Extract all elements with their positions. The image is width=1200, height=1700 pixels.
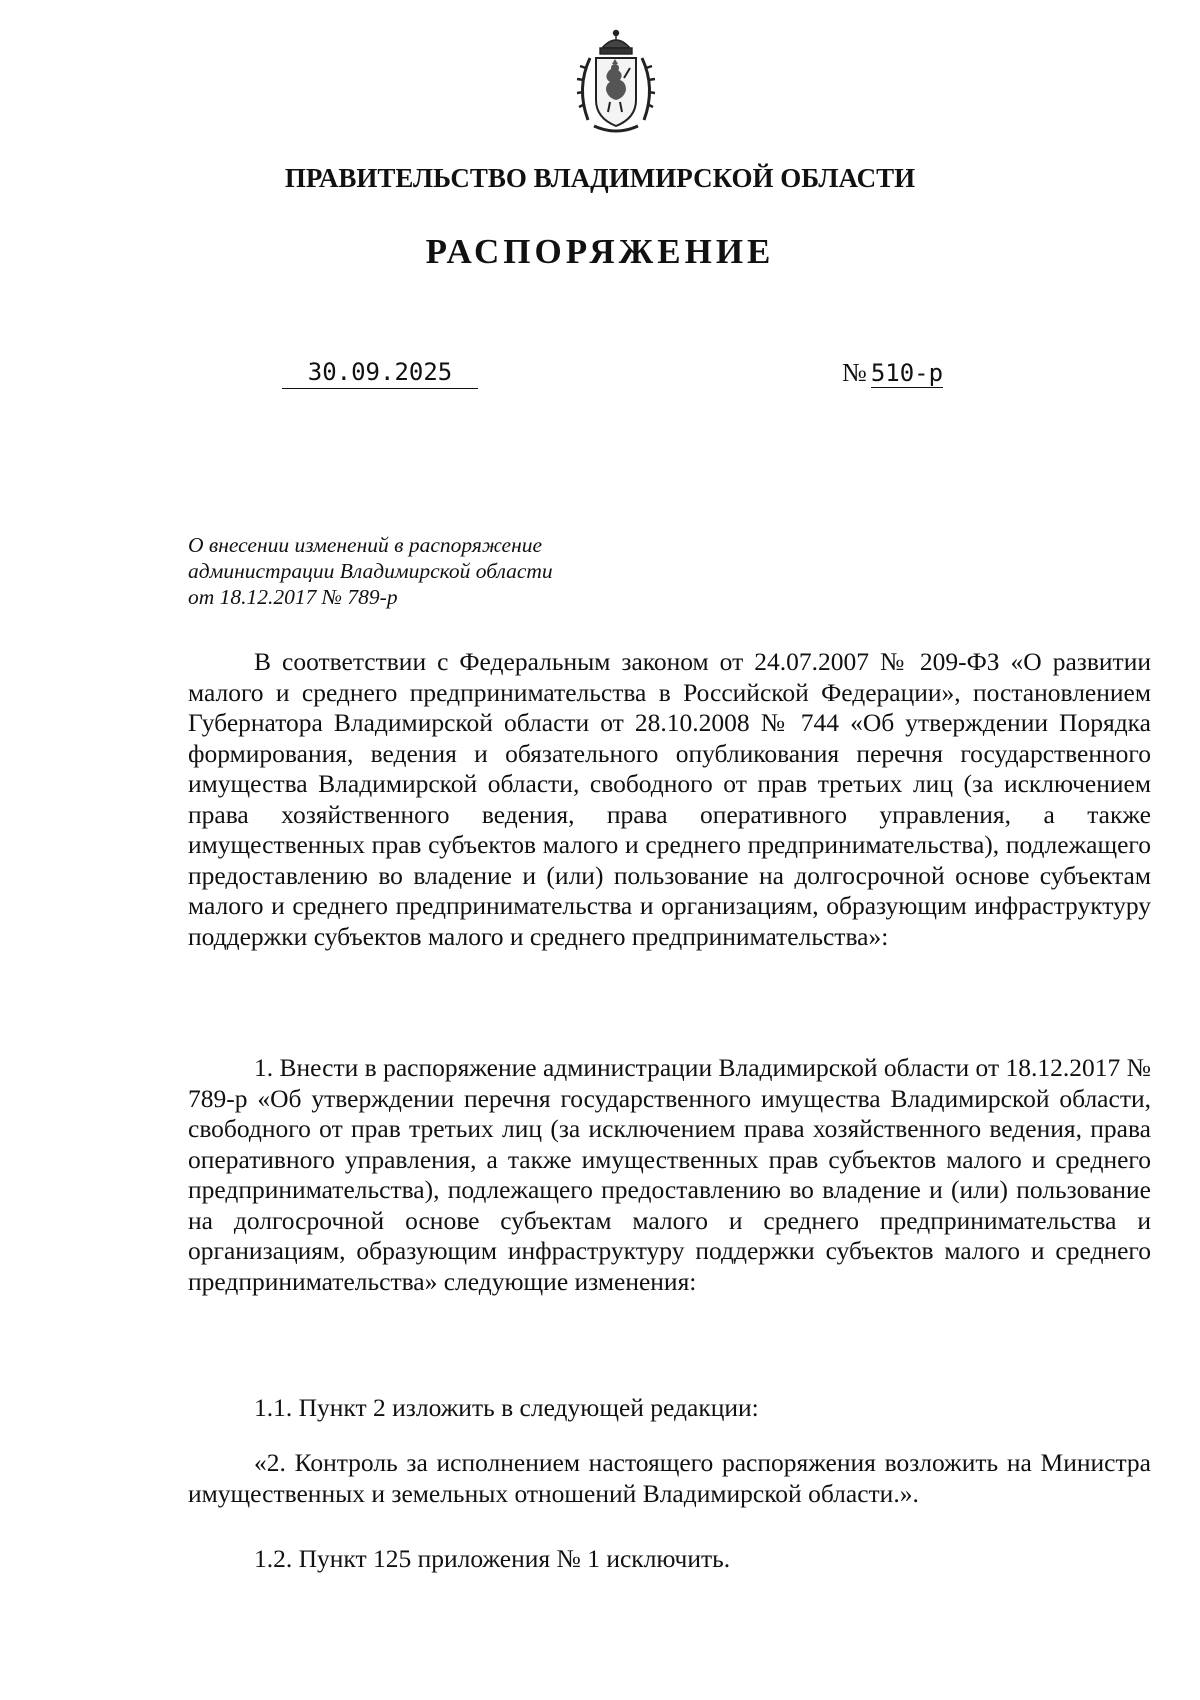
document-subject (188, 532, 628, 610)
subject-line: администрации Владимирской области (188, 559, 553, 583)
number-sign: № (842, 358, 867, 387)
document-type-title: РАСПОРЯЖЕНИЕ (425, 232, 775, 271)
item-1-1-paragraph: 1.1. Пункт 2 изложить в следующей редакции: (254, 1393, 759, 1422)
document-number (842, 358, 943, 388)
organization-title: ПРАВИТЕЛЬСТВО ВЛАДИМИРСКОЙ ОБЛАСТИ (284, 163, 916, 193)
number-value: 510-р (870, 359, 944, 387)
coat-of-arms-icon (568, 28, 664, 138)
item-1-2-paragraph: 1.2. Пункт 125 приложения № 1 исключить. (254, 1544, 731, 1573)
item-1-1-quote-paragraph: «2. Контроль за исполнением настоящего распоряжения возложить на Министра имущественных и земельных отношений Владимирской области.». (188, 1448, 1151, 1508)
document-date: 30.09.2025 (282, 358, 478, 389)
item-1-paragraph: 1. Внести в распоряжение администрации Владимирской области от 18.12.2017 № 789-р «Об утверждении перечня государственного имущества Владимирской области, свободного от прав третьих лиц (за исключением права хозяйственного ведения, права оперативного управления, а также имущественных прав субъектов малого и среднего предпринимательства), подлежащего предоставлению во владение и (или) пользование на долгосрочной основе субъектам малого и среднего предпринимательства и организациям, образующим инфраструктуру поддержки субъектов малого и среднего предпринимательства» следующие изменения: (188, 1053, 1151, 1296)
subject-line: О внесении изменений в распоряжение (188, 533, 543, 557)
preamble-paragraph: В соответствии с Федеральным законом от 24.07.2007 № 209-ФЗ «О развитии малого и среднего предпринимательства в Российской Федерации», постановлением Губернатора Владимирской области от 28.10.2008 № 744 «Об утверждении Порядка формирования, ведения и обязательного опубликования перечня государственного имущества Владимирской области, свободного от прав третьих лиц (за исключением права хозяйственного ведения, права оперативного управления, а также имущественных прав субъектов малого и среднего предпринимательства), подлежащего предоставлению во владение и (или) пользование на долгосрочной основе субъектам малого и среднего предпринимательства и организациям, образующим инфраструктуру поддержки субъектов малого и среднего предпринимательства»: (188, 647, 1151, 951)
subject-line: от 18.12.2017 № 789-р (188, 585, 398, 609)
